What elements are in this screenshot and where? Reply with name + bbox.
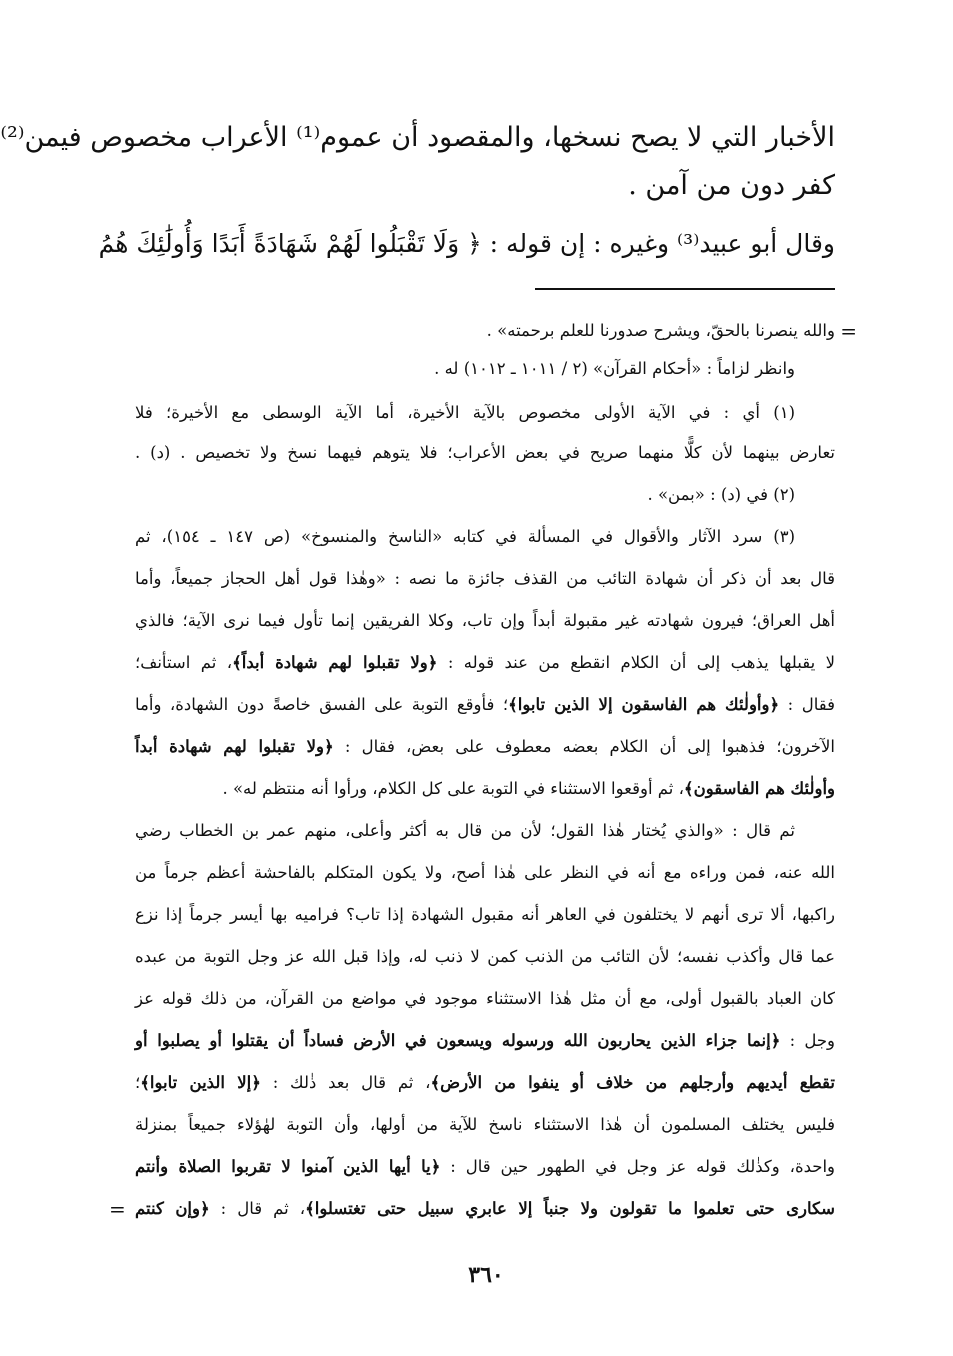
footnote-line: لا يقبلها يذهب إلى أن الكلام انقطع من عند قوله : ﴿ولا تقبلوا لهم شهادة أبداً﴾، ثم استأنف؛ [135, 653, 835, 672]
footnote-line: الله عنه، فمن وراءه مع أنه في النظر على هٰذا أصح، ولا يكون المتكلم بالفاحشة أعظم جرماً من [135, 863, 835, 882]
main-text-line-1: الأخبار التي لا يصح نسخها، والمقصود أن عموم⁽¹⁾ الأعراب مخصوص فيمن⁽²⁾ [0, 122, 835, 153]
continuation-mark-top: = [840, 319, 857, 343]
footnote-divider [535, 288, 835, 290]
footnote-line: قال بعد أن ذكر أن شهادة التائب من القذف جائزة ما نصه : «وهٰذا قول أهل الحجاز جميعاً، وأما [135, 569, 835, 588]
continuation-mark-bottom: = [109, 1197, 126, 1221]
page-number: ٣٦٠ [468, 1262, 504, 1288]
footnote-line: وانظر لزاماً : «أحكام القرآن» (٢ / ١٠١١ ـ ١٠١٢) له . [434, 359, 795, 378]
footnote-line: واحدة، وكذٰلك قوله عز وجل في الطهور حين قال : ﴿يا أيها الذين آمنوا لا تقربوا الصلاة وأنتم [135, 1157, 836, 1176]
footnote-line: راكبها، ألا ترى أنهم لا يختلفون في العاهر أنه مقبول الشهادة إذا تاب؟ فراميه بها أيسر جرماً إذا نزع [135, 905, 835, 924]
footnote-line: سكارى حتى تعلموا ما تقولون ولا جنباً إلا عابري سبيل حتى تغتسلوا﴾، ثم قال : ﴿وإن كنتم [135, 1199, 835, 1218]
footnote-line: فليس يختلف المسلمون أن هٰذا الاستثناء ناسخ للآية من أولها، وأن التوبة لهٰؤلاء جميعاً بمنزلة [135, 1115, 835, 1134]
footnote-line: وأولٰئك هم الفاسقون﴾، ثم أوقعوا الاستثناء في التوبة على كل الكلام، ورأوا أنه منتظم له» . [222, 779, 835, 798]
footnote-line: تقطع أيديهم وأرجلهم من خلاف أو ينفوا من الأرض﴾، ثم قال بعد ذٰلك : ﴿إلا الذين تابوا﴾؛ [135, 1073, 835, 1092]
footnote-line: أهل العراق؛ فيرون شهادته غير مقبولة أبداً وإن تاب، وكلا الفريقين إنما تأول فيما نرى الآية؛ فالذي [135, 611, 835, 630]
main-text-line-2: كفر دون من آمن . [628, 170, 835, 201]
footnote-line: (٣) سرد الآثار والأقوال في المسألة في كتابه «الناسخ والمنسوخ» (ص ١٤٧ ـ ١٥٤)، ثم [135, 527, 795, 546]
footnote-line: فقال : ﴿وأولٰئك هم الفاسقون إلا الذين تابوا﴾؛ فأوقع التوبة على الفسق خاصةً دون الشهادة، وأما [135, 695, 835, 714]
footnote-line: ثم قال : «والذي يُختار هٰذا القول؛ لأن من قال به أكثر وأعلى، منهم عمر بن الخطاب رضي [135, 821, 795, 840]
footnote-line: (١) أي : في الآية الأولى مخصوص بالآية الأخيرة، أما الآية الوسطى مع الأخيرة؛ فلا [135, 403, 795, 422]
footnote-line: والله ينصرنا بالحقّ، ويشرح صدورنا للعلم برحمته» . [486, 321, 835, 340]
footnote-line: تعارض بينهما لأن كلًّا منهما صريح في بعض الأعراب؛ فلا يتوهم فيهما نسخ ولا تخصيص . (د) . [135, 443, 835, 462]
main-text-line-3: وقال أبو عبيد⁽³⁾ وغيره : إن قوله : ﴿ وَلَا تَقْبَلُوا لَهُمْ شَهَادَةً أَبَدًا وَأُولَٰئِكَ هُمُ [98, 229, 835, 258]
footnote-line: وجل : ﴿إنما جزاء الذين يحاربون الله ورسوله ويسعون في الأرض فساداً أن يقتلوا أو يصلبوا أو [135, 1031, 835, 1050]
footnote-line: عما قال وأكذب نفسه؛ لأن التائب من الذنب كمن لا ذنب له، وإذا قبل الله عز وجل التوبة من عبده [135, 947, 835, 966]
footnote-line: كان العباد بالقبول أولى، مع أن مثل هٰذا الاستثناء موجود في مواضع من القرآن، من ذلك قوله عز [135, 989, 835, 1008]
footnote-line: (٢) في (د) : «بمن» . [647, 485, 795, 504]
footnote-line: الآخرون؛ فذهبوا إلى أن الكلام بعضه معطوف على بعض، فقال : ﴿ولا تقبلوا لهم شهادة أبداً [135, 737, 836, 756]
